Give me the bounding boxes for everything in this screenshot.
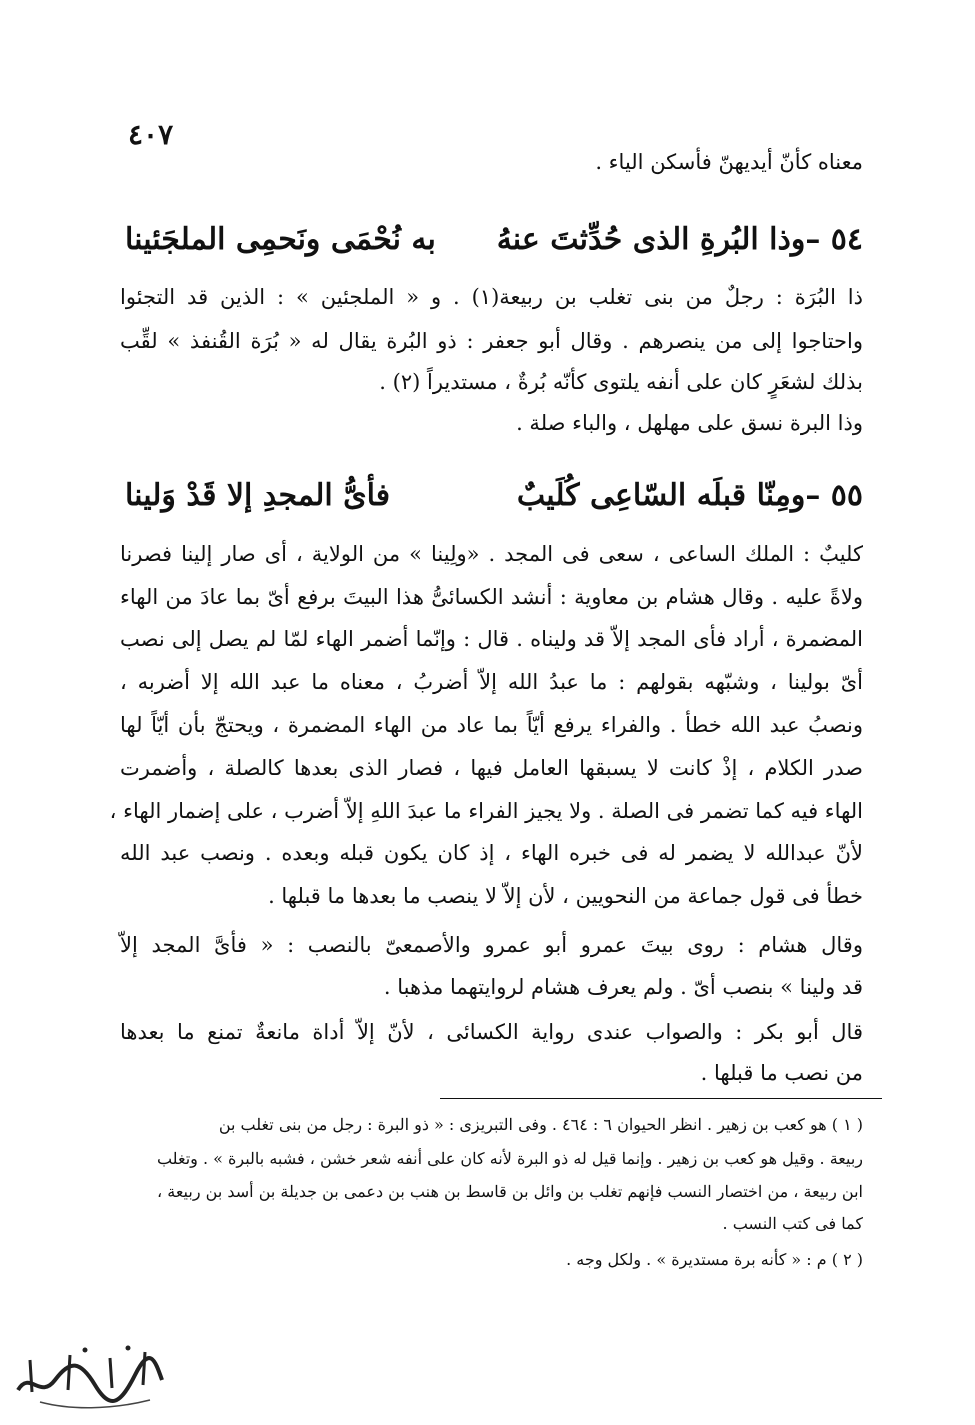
footnote-line: كما فى كتب النسب . bbox=[722, 1214, 863, 1233]
commentary-line: وذا البرة نسق على مهلهل ، والباء صلة . bbox=[516, 411, 863, 435]
commentary-line: بذلك لشعَرٍ كان على أنفه يلتوى كأنّه بُرةٌ ، مستديراً (٢) . bbox=[379, 370, 863, 394]
verse-55-second-hemistich: فأىُّ المجدِ إلا قَدْ وَلينا bbox=[125, 478, 391, 513]
footnote-line: ربيعة . وقيل هو كعب بن زهير . وإنما قيل له ذو البرة لأنه كان على أنفه شعر خشن ، فشبه بالبرة » . وتغلب bbox=[156, 1149, 863, 1168]
verse-54 bbox=[125, 222, 863, 257]
stamp-mark bbox=[10, 1330, 170, 1415]
commentary-line: صدر الكلام ، إذْ كانت لا يسبقها العامل فيها ، فصار الذى بعدها كالصلة ، وأضمرت bbox=[120, 756, 863, 780]
commentary-line: من نصب ما قبلها . bbox=[700, 1061, 863, 1085]
commentary-line: ولاةً عليه . وقال هشام بن معاوية : أنشد الكسائىُّ هذا البيتَ برفع أىّ بما عادَ من الهاء bbox=[120, 585, 863, 609]
footnote-line: ( ١ ) هو كعب بن زهير . انظر الحيوان ٦ : ٤٦٤ . وفى التبريزى : « ذو البرة : رجل من بنى تغلب بن bbox=[218, 1115, 863, 1134]
commentary-line: الهاء فيه كما تضمر فى الصلة . ولا يجيز الفراء ما عبدَ اللهِ إلاّ أضرب ، على إضمار الهاء ، bbox=[109, 799, 863, 823]
page-number: ٤٠٧ bbox=[128, 118, 174, 151]
commentary-line: واحتاجوا إلى من ينصرهم . وقال أبو جعفر : ذو البُرة يقال له « بُرَة القُنفذ » لقِّب bbox=[120, 329, 863, 353]
verse-55 bbox=[125, 478, 863, 513]
commentary-line: لأنّ عبدالله لا يضمر له فى خبره الهاء ، إذ كان يكون قبله وبعده . ونصب عبد الله bbox=[120, 841, 863, 865]
commentary-line: قال أبو بكر : والصواب عندى رواية الكسائى ، لأنّ إلاّ أداة مانعةٌ تمنع ما بعدها bbox=[120, 1020, 863, 1044]
verse-54-second-hemistich: به نُحْمَى ونَحمِى الملجَئينا bbox=[125, 222, 436, 257]
verse-54-first-hemistich: ٥٤ –وذا البُرةِ الذى حُدِّثتَ عنهُ bbox=[496, 222, 863, 257]
commentary-line: قد ولينا » بنصب أىّ . ولم يعرف هشام لروايتهما مذهبا . bbox=[383, 975, 863, 999]
commentary-line: أىّ بولينا ، وشبّهه بقولهم : ما عبدُ الله إلاّ أضربُ ، معناه ما عبد الله إلا أضربه ، bbox=[120, 670, 863, 694]
footnote-separator bbox=[440, 1098, 882, 1099]
commentary-line: ذا البُرَة : رجلٌ من بنى تغلب بن ربيعة(١) . و « الملجئين » : الذين قد التجئوا bbox=[120, 285, 863, 309]
text-line: معناه كأنّ أيديهنّ فأسكن الياء . bbox=[595, 150, 863, 174]
commentary-line: ونصبُ عبد الله خطأ . والفراء يرفع أيّاً بما عاد من الهاء المضمرة ، ويحتجّ بأن أيّاً لها bbox=[120, 713, 863, 737]
commentary-line: وقال هشام : روى بيتَ عمرو أبو عمرو والأصمعىّ بالنصب : « فأىَّ المجد إلاّ bbox=[120, 933, 863, 957]
commentary-line: خطأ فى قول جماعة من النحويين ، لأن إلاّ لا ينصب ما بعدها ما قبلها . bbox=[268, 884, 863, 908]
footnote-line: ( ٢ ) م : « كأنه برة مستديرة » . ولكل وجه . bbox=[566, 1250, 863, 1269]
verse-55-first-hemistich: ٥٥ –ومِنّا قبلَه السّاعِى كُلَيبٌ bbox=[516, 478, 863, 513]
footnote-line: ابن ربيعة ، من اختصار النسب فإنهم تغلب بن وائل بن قاسط بن هنب بن دعمى بن جديلة بن أسد بن ربيعة ، bbox=[157, 1182, 863, 1201]
library-stamp-logo bbox=[10, 1330, 170, 1415]
commentary-line: المضمرة ، أراد فأى المجد إلاّ قد وليناه . قال : وإنّما أضمر الهاء لمّا لم يصل إلى نصب bbox=[120, 627, 863, 651]
commentary-line: كليبٌ : الملك الساعى ، سعى فى المجد . «ولِينا » من الولاية ، أى صار إلينا فصرنا bbox=[120, 542, 863, 566]
